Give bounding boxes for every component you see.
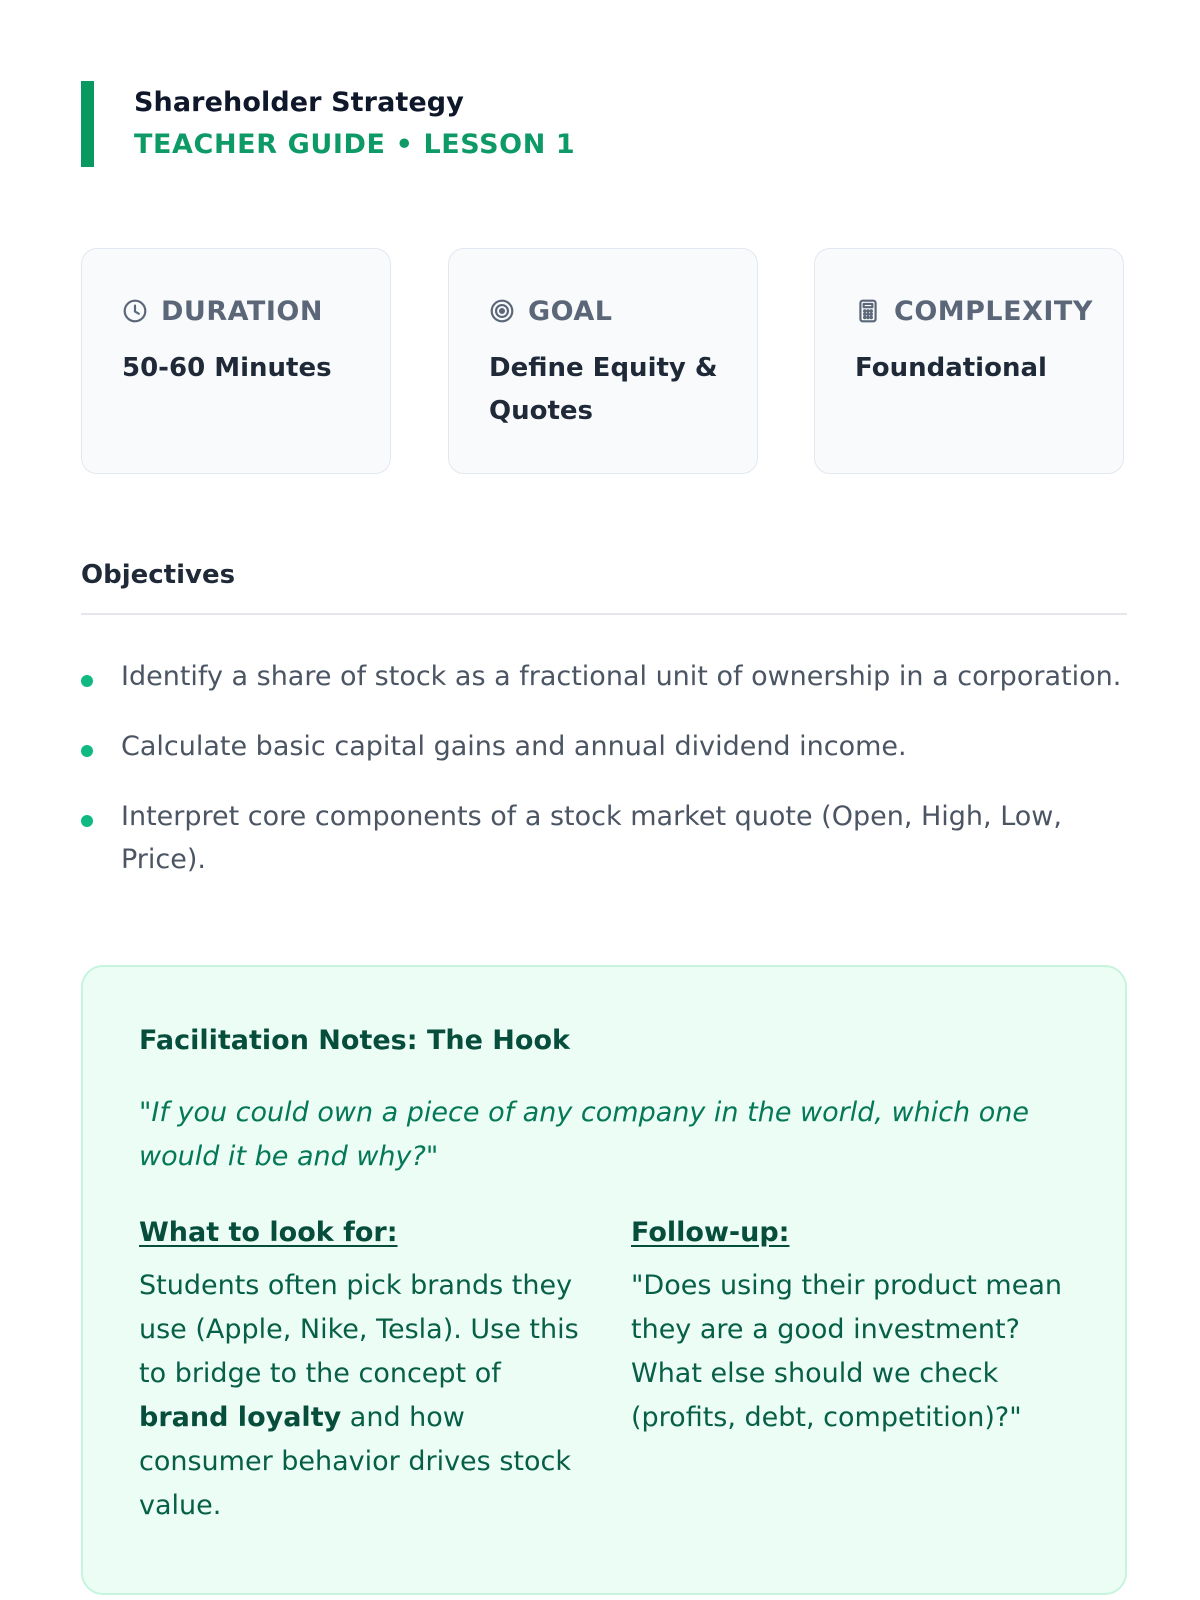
bullet-dot [81, 745, 93, 757]
what-to-look-for-heading: What to look for: [139, 1217, 398, 1248]
objectives-heading: Objectives [81, 560, 236, 590]
hook-quote: "If you could own a piece of any company in the world, which one would it be and why?" [139, 1097, 1029, 1172]
complexity-value: Foundational [855, 353, 1047, 383]
complexity-label [855, 293, 1093, 329]
bullet-dot [81, 675, 93, 687]
list-item [81, 795, 1127, 881]
lesson-subtitle: TEACHER GUIDE • LESSON 1 [134, 129, 576, 160]
duration-label-text: DURATION [161, 295, 323, 327]
goal-card [448, 248, 758, 474]
complexity-label-text: COMPLEXITY [894, 295, 1093, 327]
header-accent-bar [81, 81, 94, 167]
follow-up-column [631, 1217, 1071, 1440]
facilitation-title: Facilitation Notes: The Hook [139, 1025, 570, 1056]
look-for-text-end: and how consumer behavior drives stock value. [139, 1402, 571, 1521]
goal-label [489, 293, 613, 329]
list-item [81, 725, 1127, 768]
lesson-info-cards [81, 248, 1127, 476]
objectives-divider [81, 613, 1127, 615]
goal-value: Define Equity & Quotes [489, 353, 718, 426]
duration-value: 50-60 Minutes [122, 353, 332, 383]
objective-text: Calculate basic capital gains and annual dividend income. [121, 731, 907, 762]
bullet-dot [81, 815, 93, 827]
look-for-text-start: Students often pick brands they use (Apple, Nike, Tesla). Use this to bridge to the concept of [139, 1270, 579, 1389]
objective-text: Interpret core components of a stock market quote (Open, High, Low, Price). [121, 801, 1062, 875]
list-item [81, 655, 1127, 698]
follow-up-heading: Follow-up: [631, 1217, 790, 1248]
facilitation-notes-box [81, 965, 1127, 1595]
complexity-card [814, 248, 1124, 474]
follow-up-text: "Does using their product mean they are a good investment? What else should we check (profits, debt, competition)?" [631, 1270, 1062, 1433]
brand-loyalty-emphasis: brand loyalty [139, 1402, 342, 1433]
objectives-list [81, 655, 1127, 908]
duration-label [122, 293, 323, 329]
target-icon [489, 298, 515, 324]
duration-card [81, 248, 391, 474]
clock-icon [122, 298, 148, 324]
calculator-icon [855, 298, 881, 324]
course-title: Shareholder Strategy [134, 87, 464, 118]
objective-text: Identify a share of stock as a fractional unit of ownership in a corporation. [121, 661, 1122, 692]
goal-label-text: GOAL [528, 295, 613, 327]
what-to-look-for-column [139, 1217, 579, 1528]
what-to-look-for-text [139, 1264, 579, 1528]
